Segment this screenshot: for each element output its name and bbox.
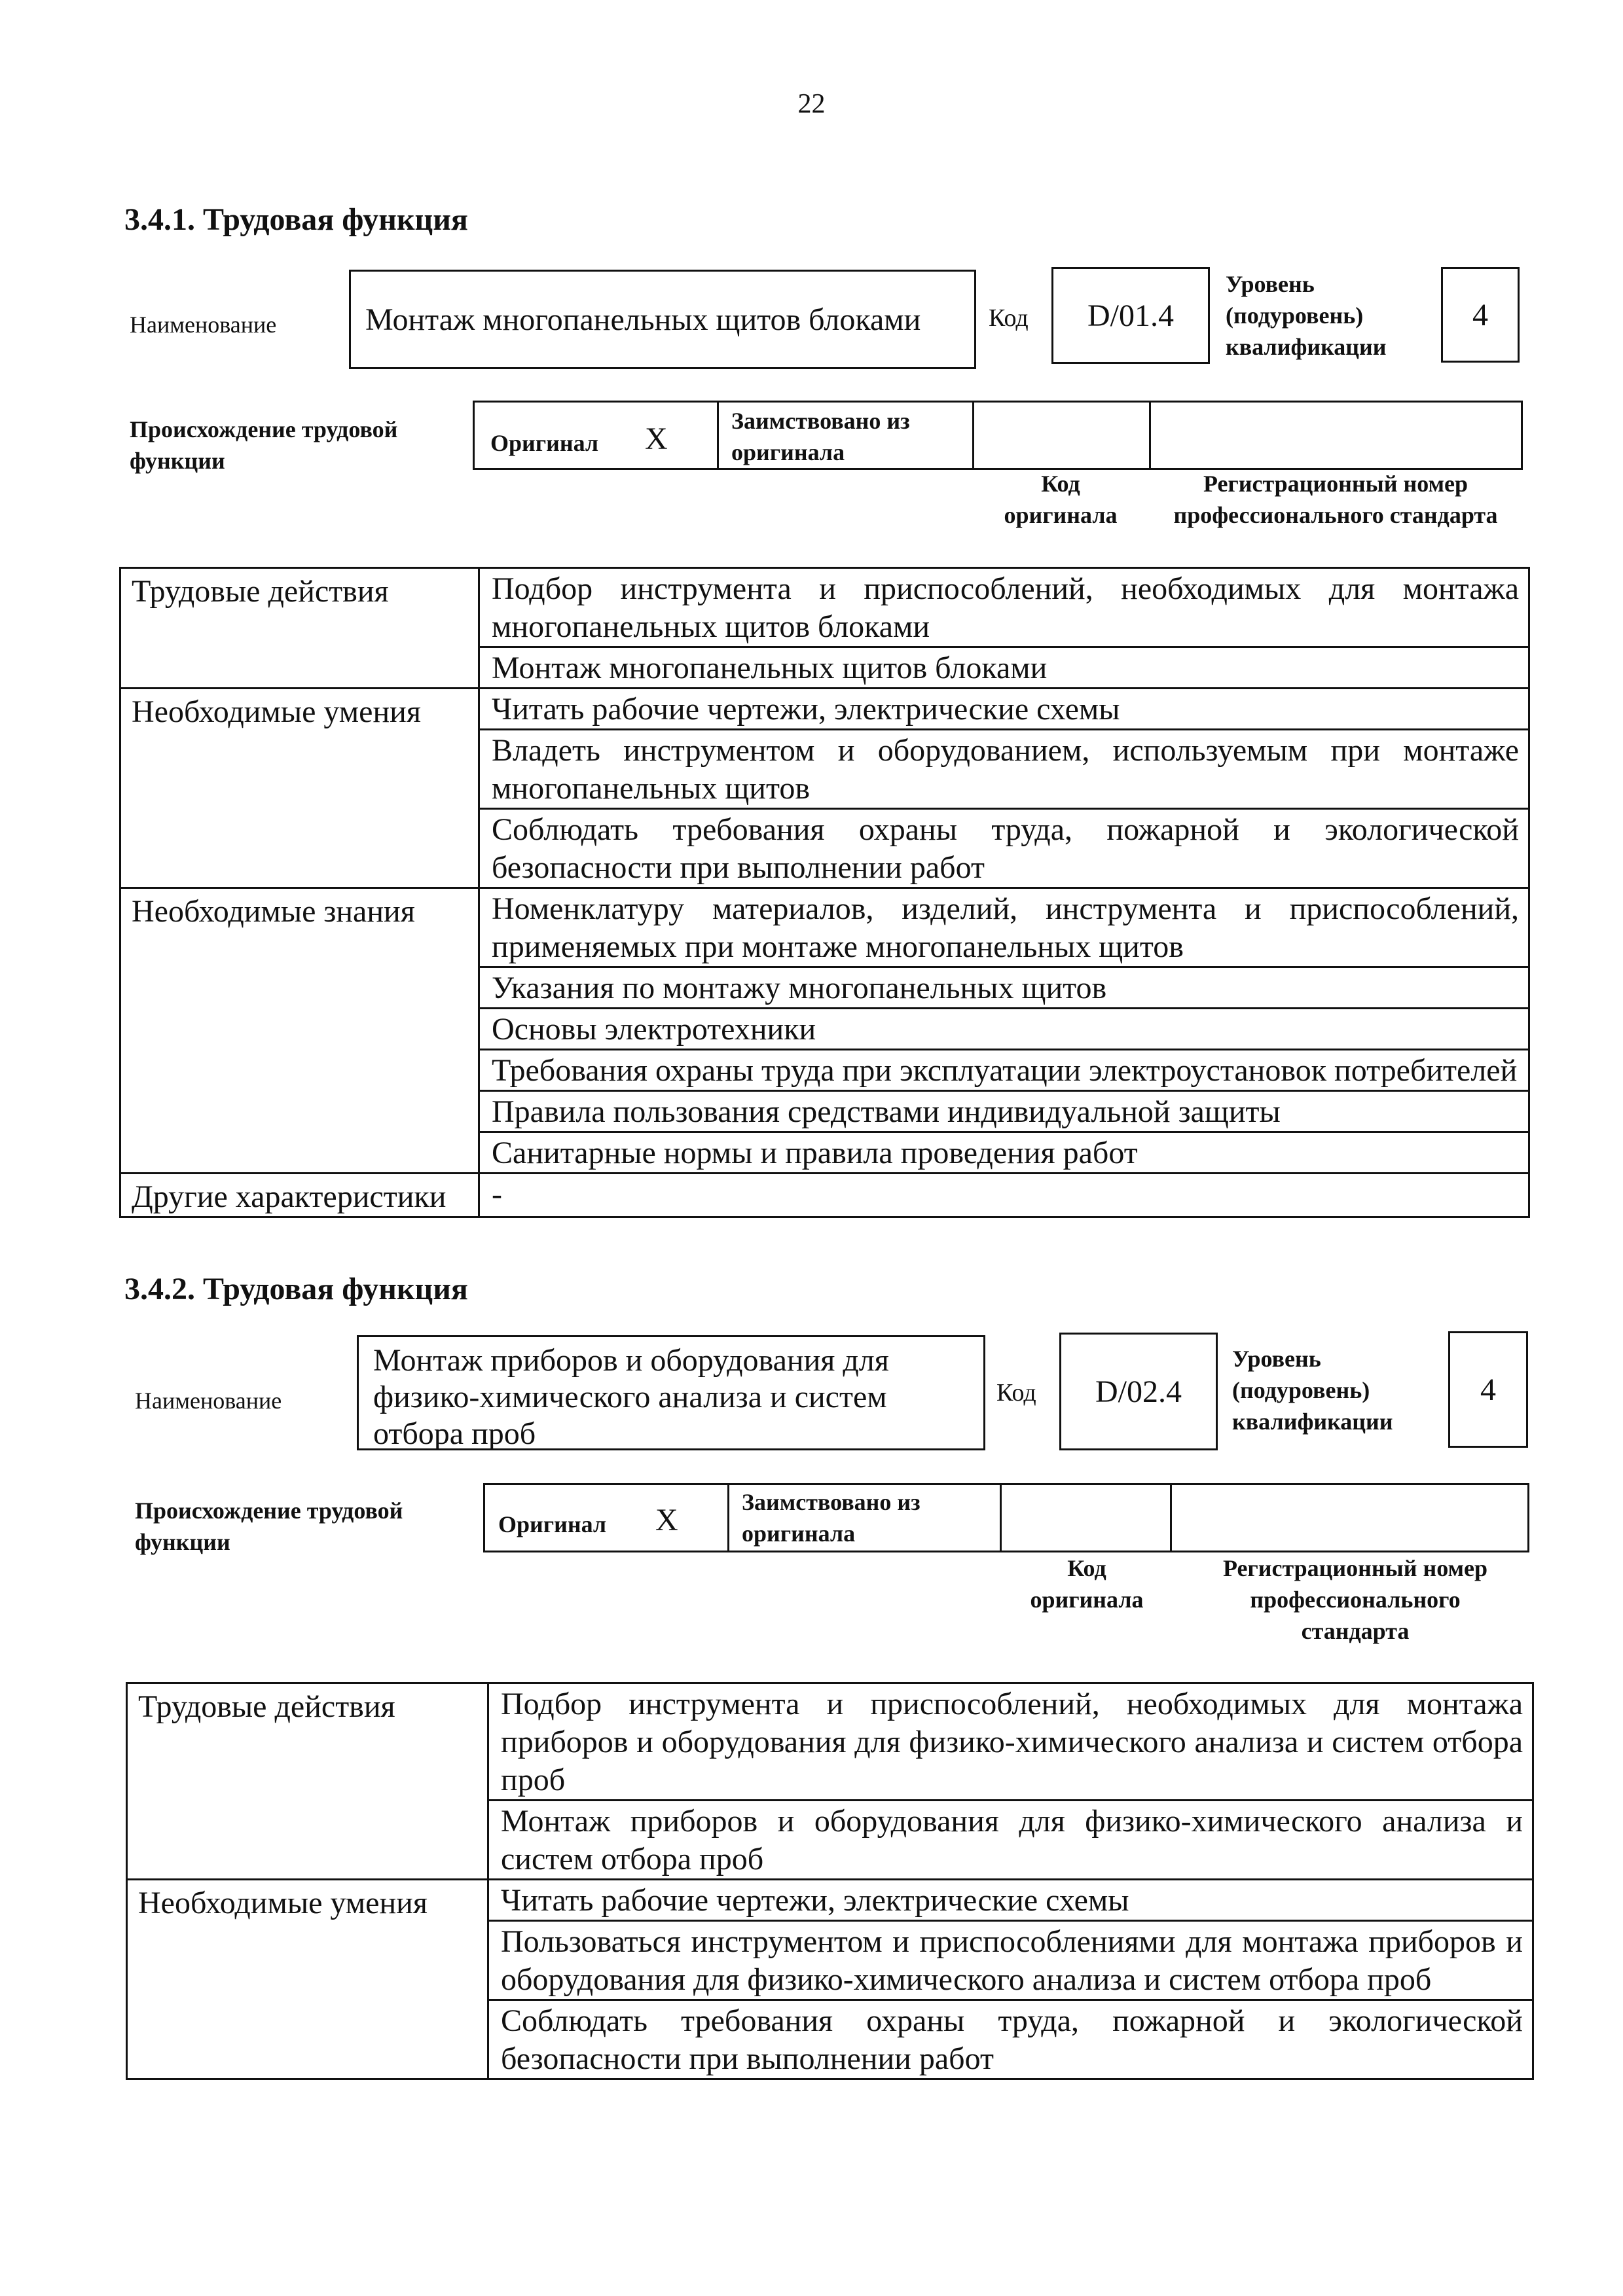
item-cell: Соблюдать требования охраны труда, пожарной и экологической безопасности при выполнении работ: [479, 809, 1529, 888]
category-cell: Другие характеристики: [120, 1174, 479, 1217]
section-2-code-label: Код: [996, 1379, 1036, 1407]
section-2-level-box: [1448, 1331, 1528, 1448]
table-row: [120, 888, 1529, 967]
section-1-level-label: Уровень (подуровень) квалификации: [1226, 271, 1387, 360]
page-number: 22: [797, 89, 826, 119]
section-2-level-label: Уровень (подуровень) квалификации: [1232, 1346, 1393, 1435]
item-cell: Подбор инструмента и приспособлений, необходимых для монтажа многопанельных щитов блоками: [479, 568, 1529, 647]
item-cell: Номенклатуру материалов, изделий, инструмента и приспособлений, применяемых при монтаже многопанельных щитов: [479, 888, 1529, 967]
section-1-level-value: 4: [1472, 297, 1488, 332]
section-1-origin-label: Происхождение трудовой функции: [130, 416, 398, 474]
item-cell: Монтаж многопанельных щитов блоками: [479, 647, 1529, 689]
section-2-original-label: Оригинал: [498, 1511, 607, 1537]
section-2-origin-label: Происхождение трудовой функции: [135, 1498, 403, 1555]
category-cell: Трудовые действия: [120, 568, 479, 689]
section-2-name-value: Монтаж приборов и оборудования для физико-химического анализа и систем отбора проб: [373, 1343, 889, 1451]
section-1-code-box: [1051, 267, 1210, 364]
table-row: [127, 1880, 1533, 1921]
section-1-original-label: Оригинал: [490, 430, 599, 456]
section-2-function-table: [126, 1682, 1534, 2080]
table-row: [120, 568, 1529, 647]
section-1-origin-divider-2: [972, 403, 974, 468]
item-cell: Пользоваться инструментом и приспособлениями для монтажа приборов и оборудования для физико-химического анализа и систем отбора проб: [488, 1921, 1533, 2000]
section-2-reg-number-caption: Регистрационный номер профессионального стандарта: [1222, 1555, 1488, 1644]
category-cell: Необходимые умения: [127, 1880, 488, 2079]
section-2-origin-divider-2: [1000, 1485, 1002, 1551]
item-cell: Монтаж приборов и оборудования для физико-химического анализа и систем отбора проб: [488, 1801, 1533, 1880]
section-1-reg-number-caption: Регистрационный номер профессионального стандарта: [1173, 471, 1498, 528]
section-2-origin-row: [483, 1483, 1529, 1552]
section-1-name-label: Наименование: [130, 312, 277, 338]
table-row: [120, 1174, 1529, 1217]
section-2-code-box: [1059, 1333, 1218, 1450]
section-1-borrowed-label: Заимствовано из оригинала: [731, 408, 910, 465]
item-cell: Правила пользования средствами индивидуальной защиты: [479, 1091, 1529, 1132]
item-cell: Читать рабочие чертежи, электрические схемы: [488, 1880, 1533, 1921]
section-2-original-mark: X: [655, 1503, 678, 1537]
item-cell: Владеть инструментом и оборудованием, используемым при монтаже многопанельных щитов: [479, 730, 1529, 809]
section-1-name-box: [349, 270, 976, 369]
section-1-function-table: [119, 567, 1530, 1218]
item-cell: Читать рабочие чертежи, электрические схемы: [479, 689, 1529, 730]
section-1-title: 3.4.1. Трудовая функция: [124, 202, 468, 237]
item-cell: Требования охраны труда при эксплуатации электроустановок потребителей: [479, 1050, 1529, 1091]
section-2-origin-divider-1: [727, 1485, 729, 1551]
category-cell: Необходимые знания: [120, 888, 479, 1174]
section-1-original-mark: X: [645, 422, 668, 456]
table-row: [120, 689, 1529, 730]
item-cell: Подбор инструмента и приспособлений, необходимых для монтажа приборов и оборудования для физико-химического анализа и систем отбора проб: [488, 1683, 1533, 1801]
section-1-origin-row: [473, 401, 1523, 470]
item-cell: Санитарные нормы и правила проведения работ: [479, 1132, 1529, 1174]
section-2-title: 3.4.2. Трудовая функция: [124, 1272, 468, 1306]
section-2-code-original-caption: Код оригинала: [1030, 1555, 1144, 1613]
item-cell: Соблюдать требования охраны труда, пожарной и экологической безопасности при выполнении работ: [488, 2000, 1533, 2079]
item-cell: Указания по монтажу многопанельных щитов: [479, 967, 1529, 1009]
section-1-name-value: Монтаж многопанельных щитов блоками: [365, 302, 921, 337]
section-2-name-label: Наименование: [135, 1388, 282, 1414]
section-1-code-original-caption: Код оригинала: [1004, 471, 1118, 528]
item-cell: -: [479, 1174, 1529, 1217]
section-2-borrowed-label: Заимствовано из оригинала: [742, 1489, 921, 1547]
section-2-origin-divider-3: [1170, 1485, 1172, 1551]
section-1-origin-divider-3: [1149, 403, 1151, 468]
category-cell: Трудовые действия: [127, 1683, 488, 1880]
section-1-origin-divider-1: [717, 403, 719, 468]
section-2-level-value: 4: [1480, 1372, 1496, 1407]
category-cell: Необходимые умения: [120, 689, 479, 888]
item-cell: Основы электротехники: [479, 1009, 1529, 1050]
table-row: [127, 1683, 1533, 1801]
section-1-code-label: Код: [989, 304, 1029, 332]
section-2-code-value: D/02.4: [1095, 1374, 1182, 1409]
section-1-level-box: [1441, 267, 1520, 363]
section-2-name-box: [357, 1335, 985, 1450]
section-1-code-value: D/01.4: [1087, 298, 1174, 333]
